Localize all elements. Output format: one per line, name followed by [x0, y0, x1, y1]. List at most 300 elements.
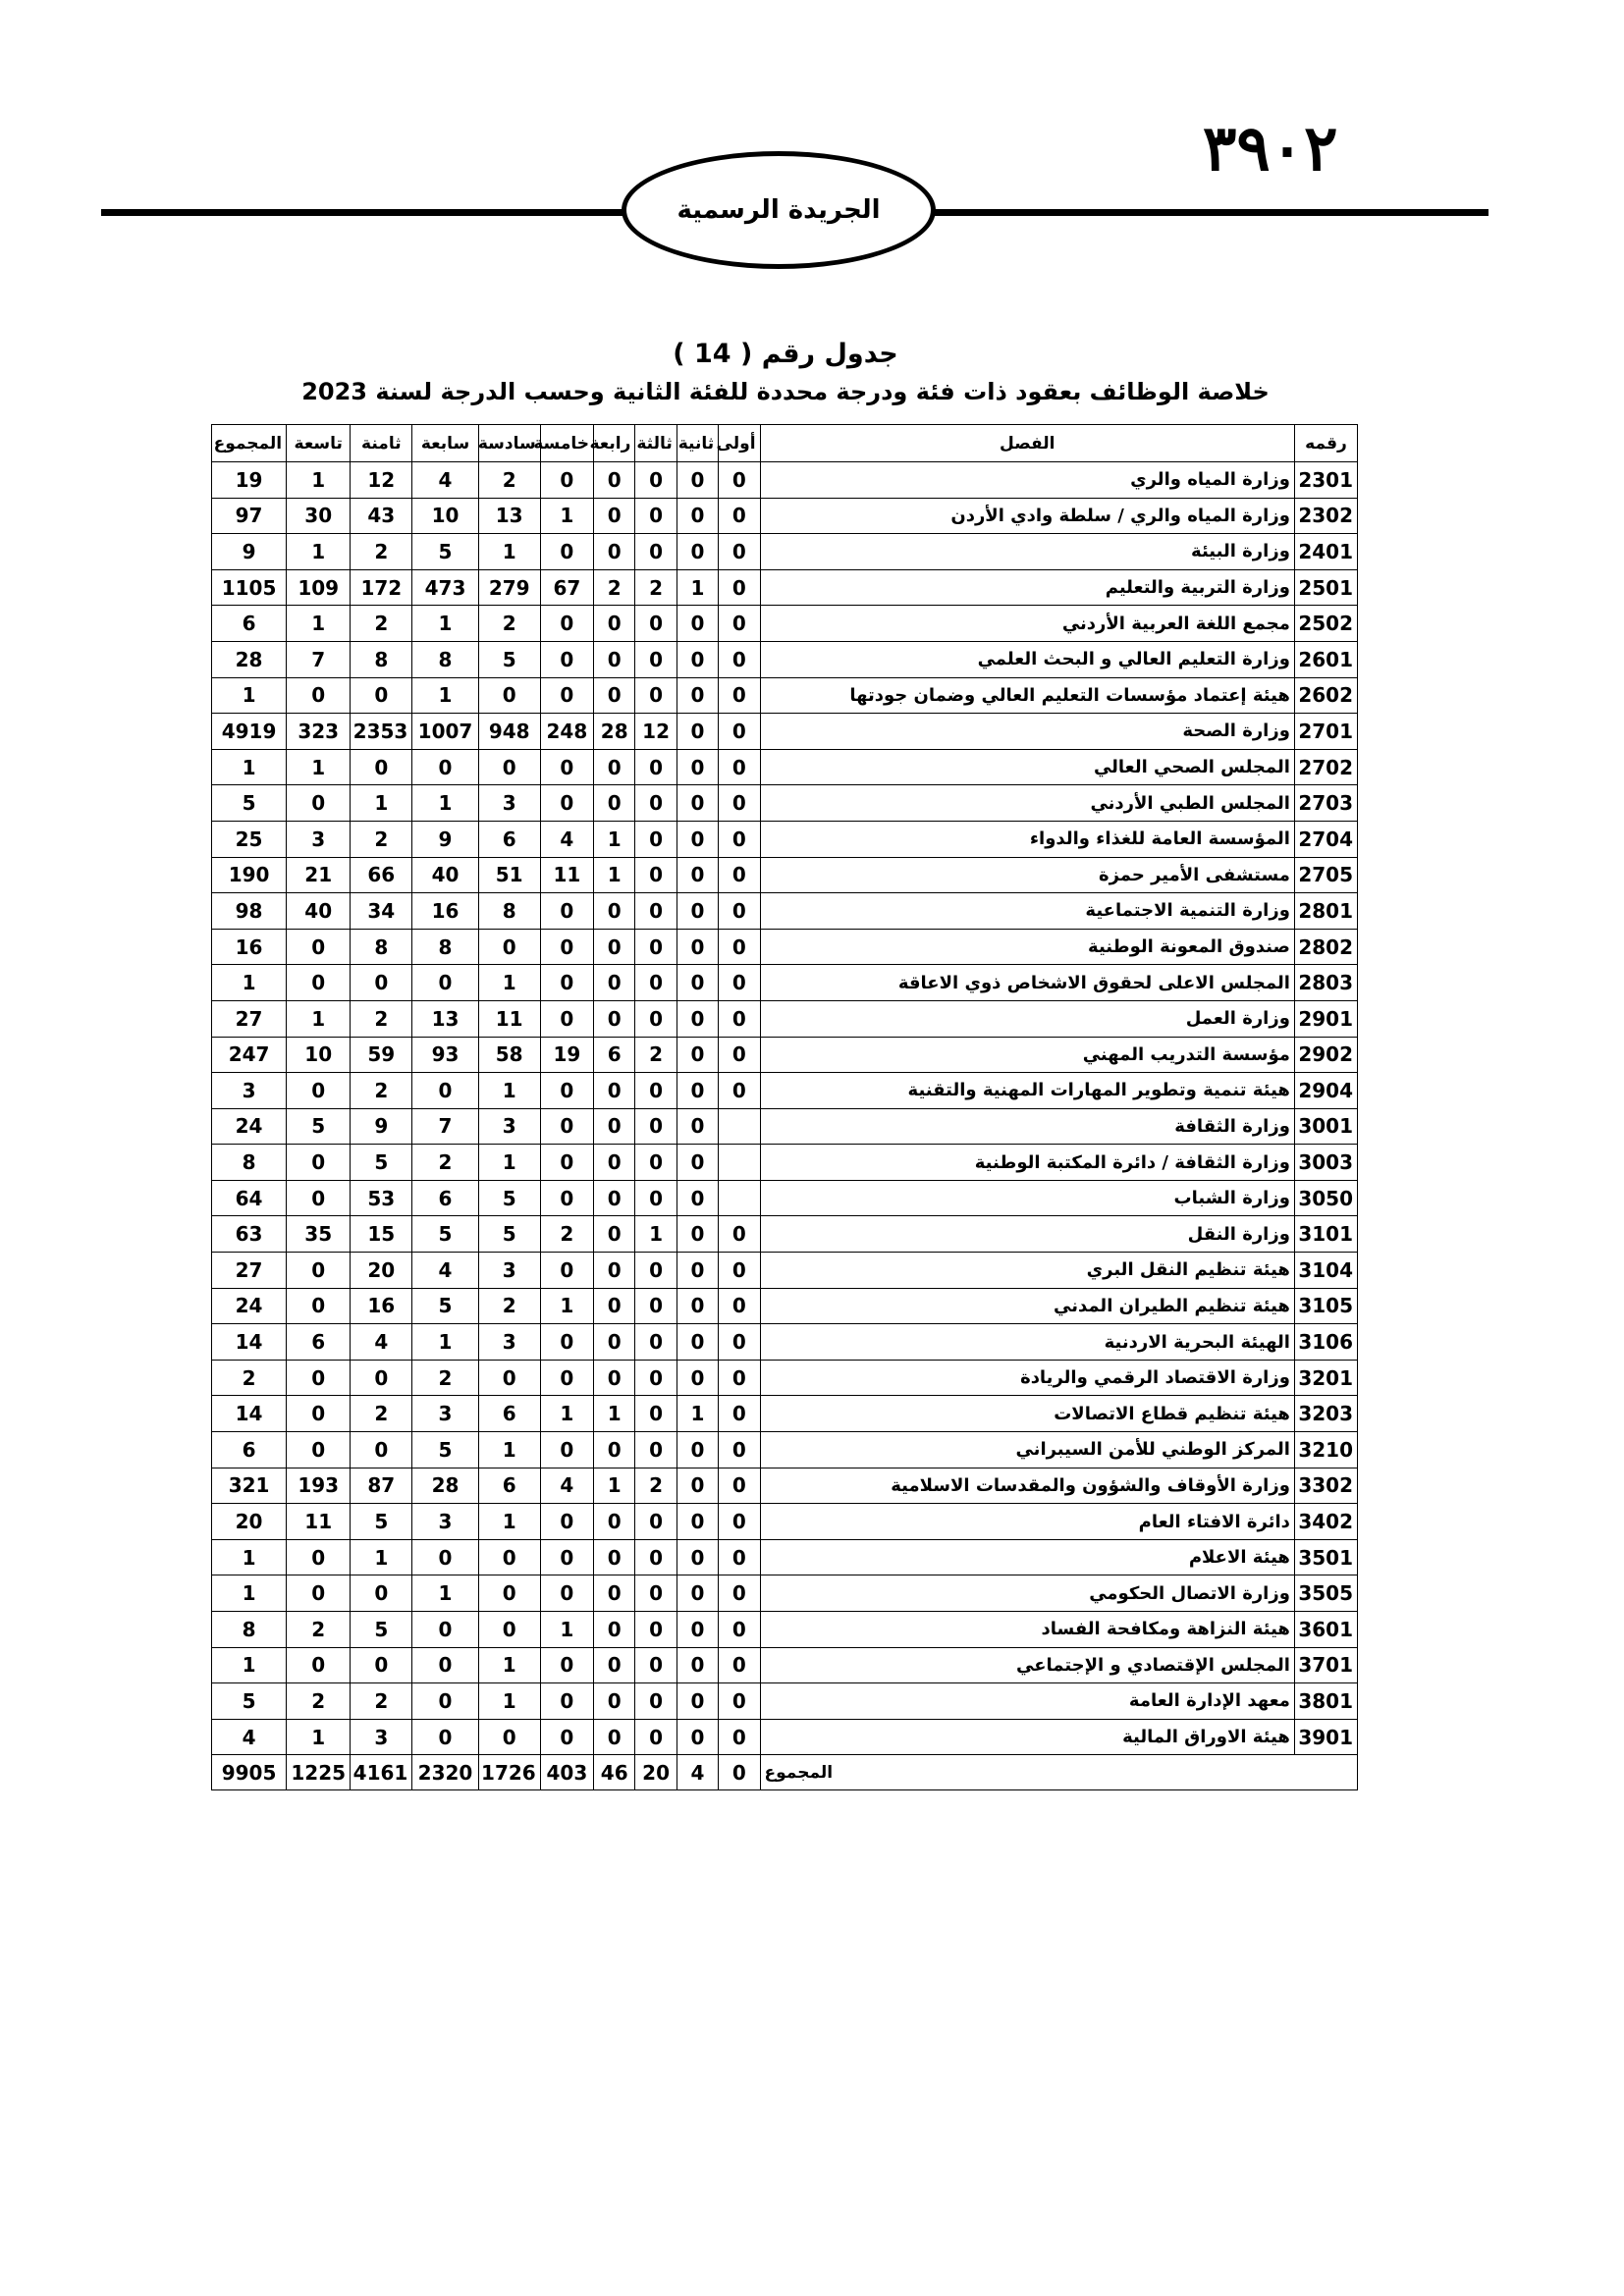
- row-value: 0: [540, 677, 593, 714]
- row-name: المجلس الطبي الأردني: [760, 785, 1294, 822]
- table-row: [212, 1575, 1358, 1612]
- row-value: 1105: [212, 569, 287, 606]
- row-value: 0: [540, 1683, 593, 1720]
- row-value: 0: [635, 1396, 677, 1432]
- row-code: 3210: [1294, 1432, 1357, 1468]
- row-value: 1: [540, 1396, 593, 1432]
- row-value: 0: [677, 1360, 718, 1396]
- row-value: 0: [412, 1612, 478, 1648]
- row-code: 3505: [1294, 1575, 1357, 1612]
- row-value: 0: [540, 1253, 593, 1289]
- row-value: 247: [212, 1037, 287, 1073]
- row-value: 0: [677, 1575, 718, 1612]
- row-name: وزارة المياه والري / سلطة وادي الأردن: [760, 498, 1294, 534]
- row-value: 2: [287, 1612, 351, 1648]
- table-row: [212, 965, 1358, 1001]
- row-value: 0: [677, 857, 718, 893]
- row-value: 0: [635, 1719, 677, 1755]
- row-code: 3101: [1294, 1216, 1357, 1253]
- row-name: المركز الوطني للأمن السيبراني: [760, 1432, 1294, 1468]
- row-value: 0: [677, 1145, 718, 1181]
- column-header: ثالثة: [635, 425, 677, 462]
- row-value: 51: [478, 857, 540, 893]
- row-value: 0: [719, 1073, 760, 1109]
- row-value: 0: [478, 677, 540, 714]
- row-value: 0: [677, 1504, 718, 1540]
- table-row: [212, 1216, 1358, 1253]
- row-value: 0: [540, 462, 593, 499]
- row-value: 0: [351, 965, 412, 1001]
- row-code: 3050: [1294, 1180, 1357, 1216]
- row-value: 4919: [212, 714, 287, 750]
- row-value: 0: [677, 1324, 718, 1361]
- row-value: 1: [287, 534, 351, 570]
- row-value: 8: [412, 641, 478, 677]
- row-value: 8: [351, 929, 412, 965]
- row-value: 0: [594, 606, 635, 642]
- row-value: 0: [287, 1575, 351, 1612]
- row-value: 40: [412, 857, 478, 893]
- row-value: 0: [719, 821, 760, 857]
- row-value: 0: [719, 606, 760, 642]
- row-value: 0: [635, 1288, 677, 1324]
- row-value: 5: [212, 1683, 287, 1720]
- row-value: 0: [540, 1647, 593, 1683]
- row-value: 7: [412, 1108, 478, 1145]
- row-value: 6: [412, 1180, 478, 1216]
- row-value: 321: [212, 1468, 287, 1504]
- row-value: [719, 1108, 760, 1145]
- row-value: 6: [287, 1324, 351, 1361]
- row-name: وزارة البيئة: [760, 534, 1294, 570]
- row-value: 0: [635, 1683, 677, 1720]
- row-value: 0: [351, 677, 412, 714]
- row-value: 0: [719, 498, 760, 534]
- row-value: 1: [412, 1324, 478, 1361]
- row-value: 30: [287, 498, 351, 534]
- row-value: 5: [478, 1180, 540, 1216]
- row-value: 0: [412, 1073, 478, 1109]
- row-value: 0: [594, 1108, 635, 1145]
- row-value: 6: [594, 1037, 635, 1073]
- row-value: 0: [719, 1037, 760, 1073]
- row-value: 0: [719, 1396, 760, 1432]
- table-row: [212, 1288, 1358, 1324]
- row-value: 2: [351, 1000, 412, 1037]
- row-value: 0: [594, 462, 635, 499]
- row-value: 0: [540, 1360, 593, 1396]
- row-value: 28: [412, 1468, 478, 1504]
- row-value: 0: [594, 893, 635, 930]
- row-value: 5: [351, 1504, 412, 1540]
- row-value: 0: [540, 965, 593, 1001]
- row-value: 43: [351, 498, 412, 534]
- row-code: 2904: [1294, 1073, 1357, 1109]
- row-value: 64: [212, 1180, 287, 1216]
- row-value: 0: [594, 641, 635, 677]
- row-value: 0: [287, 1073, 351, 1109]
- row-value: 0: [594, 929, 635, 965]
- row-value: 1: [287, 606, 351, 642]
- row-value: 0: [478, 1539, 540, 1575]
- row-value: 97: [212, 498, 287, 534]
- row-value: 0: [635, 1108, 677, 1145]
- row-value: 0: [635, 1324, 677, 1361]
- row-name: هيئة إعتماد مؤسسات التعليم العالي وضمان جودتها: [760, 677, 1294, 714]
- row-value: 3: [351, 1719, 412, 1755]
- row-value: 0: [677, 534, 718, 570]
- row-value: 0: [719, 462, 760, 499]
- row-value: 0: [719, 893, 760, 930]
- row-value: 0: [719, 929, 760, 965]
- column-header: سادسة: [478, 425, 540, 462]
- row-value: 0: [478, 1719, 540, 1755]
- row-code: 2301: [1294, 462, 1357, 499]
- row-value: 4: [540, 1468, 593, 1504]
- row-name: هيئة الاوراق المالية: [760, 1719, 1294, 1755]
- row-value: 0: [594, 1683, 635, 1720]
- row-code: 2801: [1294, 893, 1357, 930]
- row-value: 0: [677, 1253, 718, 1289]
- row-value: 0: [594, 1539, 635, 1575]
- row-value: 0: [594, 965, 635, 1001]
- row-value: 0: [635, 1145, 677, 1181]
- row-value: 5: [351, 1145, 412, 1181]
- row-value: 0: [677, 893, 718, 930]
- row-value: 0: [635, 677, 677, 714]
- row-value: 0: [677, 1683, 718, 1720]
- row-value: 0: [594, 1180, 635, 1216]
- row-value: 0: [635, 929, 677, 965]
- row-value: 4: [540, 821, 593, 857]
- row-value: 0: [635, 498, 677, 534]
- row-value: 5: [287, 1108, 351, 1145]
- table-row: [212, 1000, 1358, 1037]
- row-value: 9: [351, 1108, 412, 1145]
- row-value: 0: [719, 1575, 760, 1612]
- row-name: وزارة التعليم العالي و البحث العلمي: [760, 641, 1294, 677]
- row-value: 0: [677, 1037, 718, 1073]
- row-value: 0: [635, 1360, 677, 1396]
- row-value: 28: [212, 641, 287, 677]
- row-code: 3003: [1294, 1145, 1357, 1181]
- row-value: 0: [677, 821, 718, 857]
- row-value: 0: [677, 498, 718, 534]
- row-value: 13: [412, 1000, 478, 1037]
- row-value: 0: [594, 1575, 635, 1612]
- row-value: 0: [719, 1504, 760, 1540]
- row-value: 20: [212, 1504, 287, 1540]
- row-value: 3: [412, 1396, 478, 1432]
- row-value: 0: [540, 749, 593, 785]
- total-value: 9905: [212, 1755, 287, 1790]
- row-value: 12: [635, 714, 677, 750]
- row-value: 0: [594, 1612, 635, 1648]
- row-code: 2803: [1294, 965, 1357, 1001]
- row-value: 0: [287, 1539, 351, 1575]
- row-value: 0: [540, 1575, 593, 1612]
- row-value: 0: [635, 821, 677, 857]
- table-row: [212, 1037, 1358, 1073]
- row-value: 0: [351, 1575, 412, 1612]
- row-value: 948: [478, 714, 540, 750]
- row-name: وزارة الأوقاف والشؤون والمقدسات الاسلامية: [760, 1468, 1294, 1504]
- row-value: 0: [594, 1360, 635, 1396]
- row-value: 0: [594, 1432, 635, 1468]
- table-row: [212, 1145, 1358, 1181]
- row-value: 0: [677, 1432, 718, 1468]
- row-value: 28: [594, 714, 635, 750]
- row-code: 3104: [1294, 1253, 1357, 1289]
- row-value: 0: [719, 714, 760, 750]
- row-value: 0: [719, 1612, 760, 1648]
- row-value: 0: [594, 1253, 635, 1289]
- row-name: المجلس الإقتصادي و الإجتماعي: [760, 1647, 1294, 1683]
- row-value: 0: [719, 677, 760, 714]
- row-value: 0: [594, 1000, 635, 1037]
- row-value: 98: [212, 893, 287, 930]
- row-value: 63: [212, 1216, 287, 1253]
- row-value: 0: [287, 785, 351, 822]
- total-value: 403: [540, 1755, 593, 1790]
- row-code: 2701: [1294, 714, 1357, 750]
- row-value: 0: [719, 1253, 760, 1289]
- row-value: 172: [351, 569, 412, 606]
- row-value: 0: [540, 1145, 593, 1181]
- row-value: 0: [719, 1324, 760, 1361]
- row-value: 6: [478, 821, 540, 857]
- row-value: 5: [212, 785, 287, 822]
- row-value: 10: [412, 498, 478, 534]
- row-value: 2: [478, 462, 540, 499]
- row-value: 4: [412, 462, 478, 499]
- row-value: 190: [212, 857, 287, 893]
- row-value: 0: [594, 1288, 635, 1324]
- row-value: 8: [212, 1145, 287, 1181]
- row-value: 0: [594, 677, 635, 714]
- row-value: 0: [594, 534, 635, 570]
- row-value: 0: [677, 606, 718, 642]
- row-value: 15: [351, 1216, 412, 1253]
- table-row: [212, 785, 1358, 822]
- table-row: [212, 606, 1358, 642]
- row-value: 0: [287, 1145, 351, 1181]
- row-value: 1: [677, 569, 718, 606]
- row-value: 8: [351, 641, 412, 677]
- row-value: 0: [287, 1432, 351, 1468]
- row-value: 0: [478, 749, 540, 785]
- row-value: 2: [635, 1037, 677, 1073]
- table-row: [212, 929, 1358, 965]
- row-value: 24: [212, 1288, 287, 1324]
- row-value: 0: [677, 1216, 718, 1253]
- row-value: 16: [212, 929, 287, 965]
- table-row: [212, 569, 1358, 606]
- row-value: 0: [540, 534, 593, 570]
- row-value: 53: [351, 1180, 412, 1216]
- row-value: 9: [412, 821, 478, 857]
- table-row: [212, 1647, 1358, 1683]
- table-row: [212, 893, 1358, 930]
- row-value: 0: [677, 462, 718, 499]
- row-value: 323: [287, 714, 351, 750]
- row-value: 34: [351, 893, 412, 930]
- gazette-name: الجريدة الرسمية: [677, 195, 881, 225]
- row-name: مؤسسة التدريب المهني: [760, 1037, 1294, 1073]
- table-row: [212, 1468, 1358, 1504]
- row-value: 279: [478, 569, 540, 606]
- row-value: 0: [412, 1539, 478, 1575]
- row-value: 4: [351, 1324, 412, 1361]
- table-row: [212, 462, 1358, 499]
- column-header: سابعة: [412, 425, 478, 462]
- row-value: 0: [287, 965, 351, 1001]
- row-value: 2: [412, 1145, 478, 1181]
- table-row: [212, 534, 1358, 570]
- table-row: [212, 1719, 1358, 1755]
- row-value: 5: [351, 1612, 412, 1648]
- row-value: 2: [594, 569, 635, 606]
- row-value: 1: [351, 785, 412, 822]
- table-row: [212, 1612, 1358, 1648]
- row-value: 0: [635, 1575, 677, 1612]
- row-value: 1: [478, 534, 540, 570]
- row-code: 2302: [1294, 498, 1357, 534]
- table-header-row: [212, 425, 1358, 462]
- row-value: 8: [212, 1612, 287, 1648]
- row-value: 0: [287, 677, 351, 714]
- row-value: 0: [412, 1647, 478, 1683]
- row-code: 2501: [1294, 569, 1357, 606]
- total-row: [212, 1755, 1358, 1790]
- row-value: 0: [287, 1253, 351, 1289]
- row-name: هيئة تنظيم قطاع الاتصالات: [760, 1396, 1294, 1432]
- row-code: 3001: [1294, 1108, 1357, 1145]
- row-value: 0: [719, 1719, 760, 1755]
- row-name: هيئة تنظيم النقل البري: [760, 1253, 1294, 1289]
- row-value: 0: [540, 1719, 593, 1755]
- total-value: 1726: [478, 1755, 540, 1790]
- row-value: 1: [351, 1539, 412, 1575]
- row-code: 2902: [1294, 1037, 1357, 1073]
- table-row: [212, 1432, 1358, 1468]
- column-header: المجموع: [212, 425, 287, 462]
- row-value: 3: [287, 821, 351, 857]
- table-row: [212, 1324, 1358, 1361]
- row-value: 5: [478, 1216, 540, 1253]
- row-value: 0: [412, 1719, 478, 1755]
- row-value: 2353: [351, 714, 412, 750]
- row-value: 58: [478, 1037, 540, 1073]
- row-value: 8: [478, 893, 540, 930]
- row-code: 3201: [1294, 1360, 1357, 1396]
- row-name: وزارة الثقافة / دائرة المكتبة الوطنية: [760, 1145, 1294, 1181]
- row-name: وزارة التنمية الاجتماعية: [760, 893, 1294, 930]
- row-name: وزارة النقل: [760, 1216, 1294, 1253]
- row-value: 8: [412, 929, 478, 965]
- row-value: 0: [635, 462, 677, 499]
- row-value: 5: [412, 534, 478, 570]
- row-value: 0: [540, 641, 593, 677]
- row-value: 0: [287, 1360, 351, 1396]
- row-code: 3402: [1294, 1504, 1357, 1540]
- table-subtitle: خلاصة الوظائف بعقود ذات فئة ودرجة محددة للفئة الثانية وحسب الدرجة لسنة 2023: [301, 378, 1270, 405]
- row-value: 0: [540, 606, 593, 642]
- row-value: 0: [719, 785, 760, 822]
- row-value: 0: [719, 857, 760, 893]
- row-value: 20: [351, 1253, 412, 1289]
- row-value: 1: [677, 1396, 718, 1432]
- row-value: 2: [287, 1683, 351, 1720]
- row-value: 1: [212, 677, 287, 714]
- row-name: وزارة الثقافة: [760, 1108, 1294, 1145]
- row-code: 3901: [1294, 1719, 1357, 1755]
- row-value: 0: [677, 1719, 718, 1755]
- row-code: 2703: [1294, 785, 1357, 822]
- row-value: 1: [212, 749, 287, 785]
- row-value: 0: [540, 929, 593, 965]
- row-value: 0: [635, 1000, 677, 1037]
- row-value: 0: [719, 1539, 760, 1575]
- row-name: الهيئة البحرية الاردنية: [760, 1324, 1294, 1361]
- row-value: 5: [478, 641, 540, 677]
- row-name: المجلس الاعلى لحقوق الاشخاص ذوي الاعاقة: [760, 965, 1294, 1001]
- row-value: 1: [478, 1683, 540, 1720]
- table-body: [212, 462, 1358, 1790]
- row-value: 2: [351, 534, 412, 570]
- row-value: 0: [677, 1073, 718, 1109]
- row-value: 0: [677, 1108, 718, 1145]
- row-value: 14: [212, 1324, 287, 1361]
- row-value: 1: [212, 1539, 287, 1575]
- row-value: 67: [540, 569, 593, 606]
- row-value: 5: [412, 1432, 478, 1468]
- row-name: المجلس الصحي العالي: [760, 749, 1294, 785]
- row-name: هيئة تنظيم الطيران المدني: [760, 1288, 1294, 1324]
- row-value: 1: [540, 498, 593, 534]
- row-value: 1: [212, 965, 287, 1001]
- row-value: 2: [478, 1288, 540, 1324]
- row-name: وزارة التربية والتعليم: [760, 569, 1294, 606]
- row-value: 0: [719, 1360, 760, 1396]
- total-value: 2320: [412, 1755, 478, 1790]
- table-row: [212, 1683, 1358, 1720]
- row-name: مجمع اللغة العربية الأردني: [760, 606, 1294, 642]
- row-value: 87: [351, 1468, 412, 1504]
- row-name: هيئة النزاهة ومكافحة الفساد: [760, 1612, 1294, 1648]
- row-value: 0: [540, 1432, 593, 1468]
- row-code: 2704: [1294, 821, 1357, 857]
- row-value: 0: [540, 1000, 593, 1037]
- row-value: 0: [677, 1000, 718, 1037]
- row-value: 2: [635, 569, 677, 606]
- row-name: وزارة الاقتصاد الرقمي والريادة: [760, 1360, 1294, 1396]
- row-code: 2502: [1294, 606, 1357, 642]
- column-header: ثانية: [677, 425, 718, 462]
- row-name: صندوق المعونة الوطنية: [760, 929, 1294, 965]
- row-value: 0: [478, 1612, 540, 1648]
- row-value: 1: [287, 462, 351, 499]
- row-value: 1: [412, 606, 478, 642]
- row-value: 0: [287, 1396, 351, 1432]
- row-value: 6: [212, 606, 287, 642]
- row-value: 0: [287, 1288, 351, 1324]
- row-value: 0: [677, 1288, 718, 1324]
- column-header: خامسة: [540, 425, 593, 462]
- row-value: 27: [212, 1253, 287, 1289]
- row-name: وزارة الاتصال الحكومي: [760, 1575, 1294, 1612]
- table-row: [212, 1539, 1358, 1575]
